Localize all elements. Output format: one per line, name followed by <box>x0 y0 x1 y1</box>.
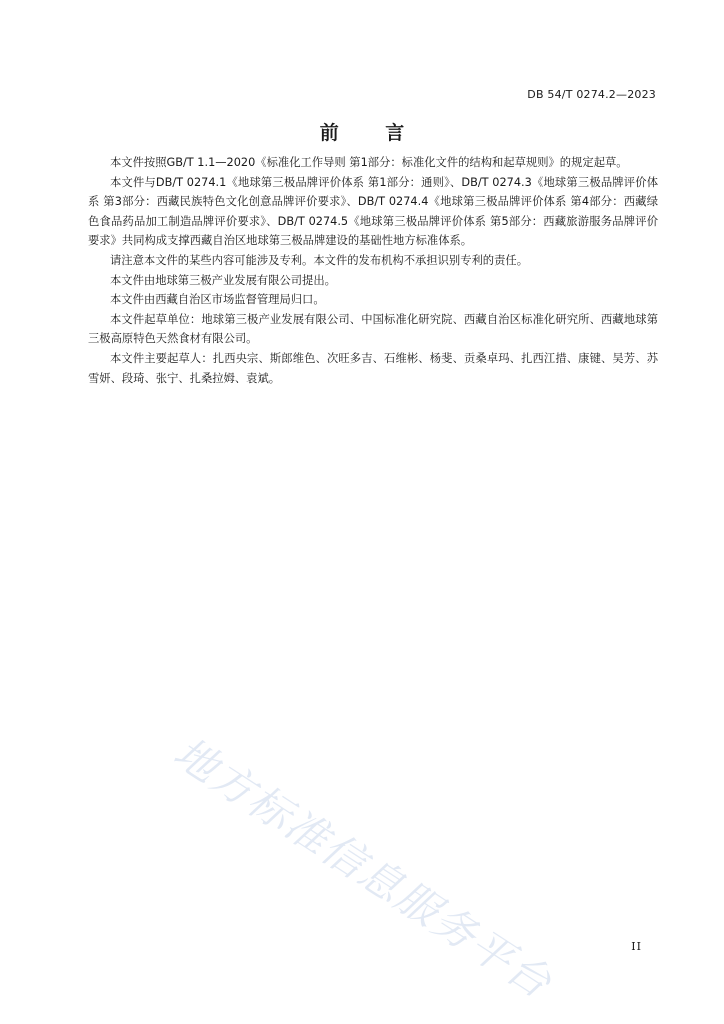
paragraph-competent-authority: 本文件由西藏自治区市场监督管理局归口。 <box>110 293 325 307</box>
page-title: 前 言 <box>319 122 425 144</box>
paragraph-proposer: 本文件由地球第三极产业发展有限公司提出。 <box>110 273 336 287</box>
paragraph-drafters: 本文件主要起草人：扎西央宗、斯郎维色、次旺多吉、石维彬、杨斐、贡桑卓玛、扎西江措、康键、吴芳、苏雪妍、段琦、张宁、扎桑拉姆、袁斌。 <box>88 351 658 385</box>
paragraph-related-standards: 本文件与DB/T 0274.1《地球第三极品牌评价体系 第1部分：通则》、DB/T 0274.3《地球第三极品牌评价体系 第3部分：西藏民族特色文化创意品牌评价要求》、DB/T 0274.4《地球第三极品牌评价体系 第4部分：西藏绿色食品药品加工制造品牌评价要求》、DB/T 0274.5《地球第三极品牌评价体系 第5部分：西藏旅游服务品牌评价要求》共同构成支撑西藏自治区地球第三极品牌建设的基础性地方标准体系。 <box>88 175 658 248</box>
watermark: 地方标准信息服务平台 <box>165 727 562 1009</box>
foreword-body <box>88 153 658 388</box>
document-code: DB 54/T 0274.2—2023 <box>527 88 656 101</box>
paragraph-drafting-units: 本文件起草单位：地球第三极产业发展有限公司、中国标准化研究院、西藏自治区标准化研究所、西藏地球第三极高原特色天然食材有限公司。 <box>88 312 658 346</box>
paragraph-patent-notice: 请注意本文件的某些内容可能涉及专利。本文件的发布机构不承担识别专利的责任。 <box>110 253 528 267</box>
page-number: II <box>631 940 642 953</box>
paragraph-drafting-rules: 本文件按照GB/T 1.1—2020《标准化工作导则 第1部分：标准化文件的结构和起草规则》的规定起草。 <box>110 156 628 169</box>
